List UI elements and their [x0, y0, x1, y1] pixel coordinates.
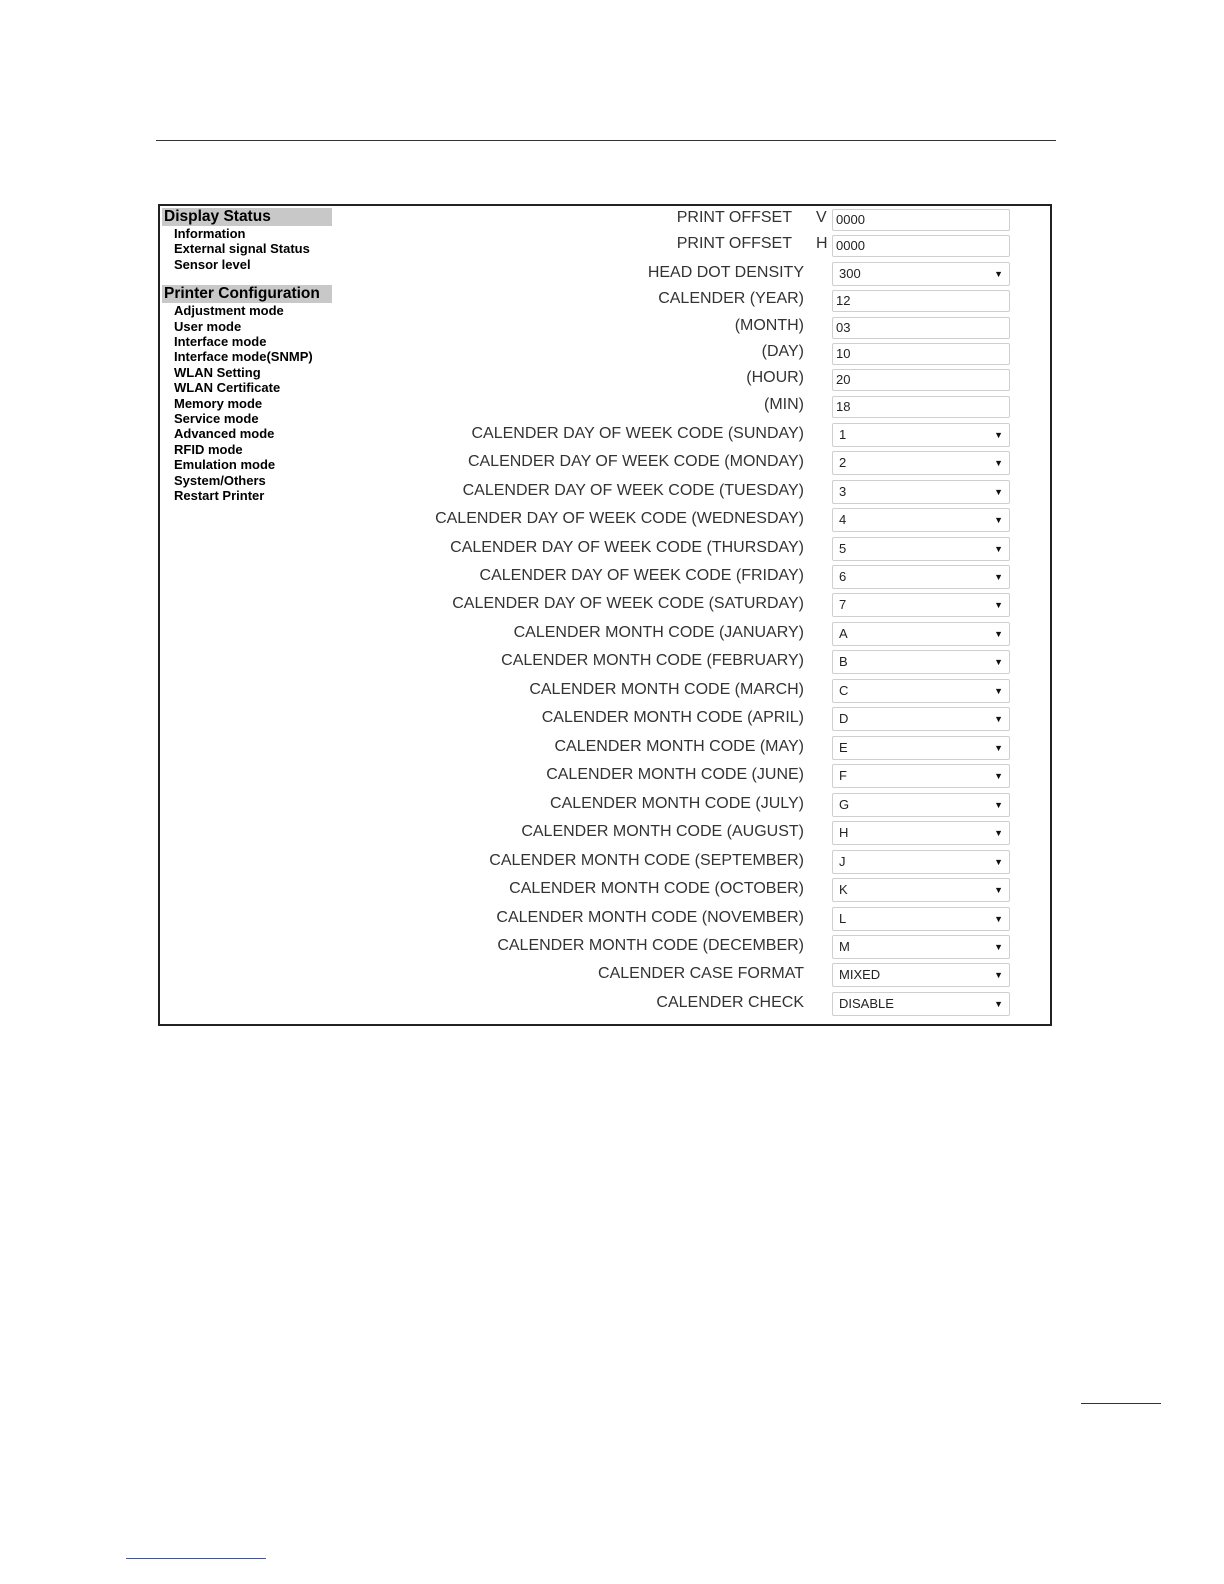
nav-item-sensor-level[interactable]: Sensor level: [174, 256, 251, 272]
chevron-down-icon: ▼: [994, 515, 1003, 525]
select-value: DISABLE: [839, 996, 894, 1011]
chevron-down-icon: ▼: [994, 487, 1003, 497]
select-dropdown[interactable]: [832, 622, 1010, 646]
chevron-down-icon: ▼: [994, 458, 1003, 468]
field-label: CALENDER MONTH CODE (MAY): [554, 738, 804, 755]
select-value: 7: [839, 597, 847, 612]
form-row: [160, 396, 1050, 422]
form-row: [160, 650, 1050, 676]
nav-header-display-status: Display Status: [162, 208, 332, 226]
field-label: CALENDER MONTH CODE (NOVEMBER): [496, 909, 804, 926]
field-label: (DAY): [761, 343, 804, 360]
select-dropdown[interactable]: [832, 565, 1010, 589]
nav-item-memory-mode[interactable]: Memory mode: [174, 395, 263, 411]
form-row: [160, 423, 1050, 449]
select-dropdown[interactable]: [832, 821, 1010, 845]
select-dropdown[interactable]: [832, 650, 1010, 674]
field-label: CALENDER DAY OF WEEK CODE (SUNDAY): [471, 425, 804, 442]
chevron-down-icon: ▼: [994, 686, 1003, 696]
form-row: [160, 707, 1050, 733]
form-row: [160, 235, 1050, 261]
form-row: [160, 878, 1050, 904]
offset-axis-label: V: [816, 209, 827, 226]
chevron-down-icon: ▼: [994, 771, 1003, 781]
select-dropdown[interactable]: [832, 451, 1010, 475]
chevron-down-icon: ▼: [994, 743, 1003, 753]
printer-web-config-window: [158, 204, 1052, 1026]
select-value: A: [839, 626, 848, 641]
field-label: PRINT OFFSET: [676, 235, 792, 252]
form-row: [160, 451, 1050, 477]
nav-item-interface-mode-snmp[interactable]: Interface mode(SNMP): [174, 349, 313, 365]
chevron-down-icon: ▼: [994, 999, 1003, 1009]
chevron-down-icon: ▼: [994, 714, 1003, 724]
select-value: MIXED: [839, 967, 881, 982]
form-row: [160, 508, 1050, 534]
form-row: [160, 907, 1050, 933]
select-dropdown[interactable]: [832, 707, 1010, 731]
field-label: CALENDER MONTH CODE (SEPTEMBER): [489, 852, 804, 869]
field-label: CALENDER DAY OF WEEK CODE (TUESDAY): [462, 482, 804, 499]
select-dropdown[interactable]: [832, 736, 1010, 760]
form-row: [160, 736, 1050, 762]
select-dropdown[interactable]: [832, 963, 1010, 987]
select-dropdown[interactable]: [832, 508, 1010, 532]
chevron-down-icon: ▼: [994, 430, 1003, 440]
form-row: [160, 593, 1050, 619]
field-label: (MONTH): [734, 317, 804, 334]
field-label: CALENDER MONTH CODE (JULY): [550, 795, 804, 812]
field-label: CALENDER DAY OF WEEK CODE (SATURDAY): [452, 595, 804, 612]
field-label: CALENDER MONTH CODE (APRIL): [541, 709, 804, 726]
select-dropdown[interactable]: [832, 262, 1010, 286]
select-dropdown[interactable]: [832, 878, 1010, 902]
nav-header-printer-configuration: Printer Configuration: [162, 285, 332, 303]
select-dropdown[interactable]: [832, 992, 1010, 1016]
chevron-down-icon: ▼: [994, 544, 1003, 554]
field-label: CALENDER CHECK: [656, 994, 804, 1011]
text-input[interactable]: 0000: [832, 235, 1010, 257]
select-value: 2: [839, 455, 847, 470]
form-row: [160, 935, 1050, 961]
text-input[interactable]: 03: [832, 317, 1010, 339]
form-row: [160, 480, 1050, 506]
chevron-down-icon: ▼: [994, 600, 1003, 610]
field-label: CALENDER DAY OF WEEK CODE (THURSDAY): [450, 539, 804, 556]
form-row: [160, 793, 1050, 819]
select-dropdown[interactable]: [832, 423, 1010, 447]
field-label: CALENDER MONTH CODE (OCTOBER): [509, 880, 804, 897]
text-input[interactable]: 12: [832, 290, 1010, 312]
text-input[interactable]: 0000: [832, 209, 1010, 231]
form-row: [160, 537, 1050, 563]
nav-item-user-mode[interactable]: User mode: [174, 318, 242, 334]
form-row: [160, 209, 1050, 235]
select-value: C: [839, 683, 849, 698]
nav-item-service-mode[interactable]: Service mode: [174, 411, 259, 427]
field-label: CALENDER MONTH CODE (FEBRUARY): [501, 652, 804, 669]
nav-item-emulation-mode[interactable]: Emulation mode: [174, 457, 276, 473]
select-value: H: [839, 825, 849, 840]
select-value: J: [839, 854, 846, 869]
nav-item-advanced-mode[interactable]: Advanced mode: [174, 426, 275, 442]
field-label: CALENDER MONTH CODE (AUGUST): [521, 823, 804, 840]
form-row: [160, 262, 1050, 288]
nav-item-restart-printer[interactable]: Restart Printer: [174, 488, 265, 504]
select-dropdown[interactable]: [832, 907, 1010, 931]
select-dropdown[interactable]: [832, 593, 1010, 617]
select-value: D: [839, 711, 849, 726]
chevron-down-icon: ▼: [994, 885, 1003, 895]
field-label: CALENDER CASE FORMAT: [598, 965, 804, 982]
nav-item-wlan-certificate[interactable]: WLAN Certificate: [174, 380, 281, 396]
select-value: 5: [839, 541, 847, 556]
select-value: B: [839, 654, 848, 669]
select-value: 3: [839, 484, 847, 499]
form-row: [160, 622, 1050, 648]
form-row: [160, 764, 1050, 790]
select-dropdown[interactable]: [832, 850, 1010, 874]
nav-item-wlan-setting[interactable]: WLAN Setting: [174, 364, 261, 380]
field-label: (MIN): [764, 396, 804, 413]
field-label: (HOUR): [746, 369, 804, 386]
chevron-down-icon: ▼: [994, 629, 1003, 639]
chevron-down-icon: ▼: [994, 857, 1003, 867]
chevron-down-icon: ▼: [994, 800, 1003, 810]
select-value: 4: [839, 512, 847, 527]
field-label: PRINT OFFSET: [676, 209, 792, 226]
select-value: G: [839, 797, 850, 812]
nav-item-system-others[interactable]: System/Others: [174, 472, 266, 488]
nav-item-external-signal-status[interactable]: External signal Status: [174, 241, 310, 257]
field-label: HEAD DOT DENSITY: [647, 264, 804, 281]
chevron-down-icon: ▼: [994, 572, 1003, 582]
field-label: CALENDER MONTH CODE (JUNE): [546, 766, 804, 783]
select-value: E: [839, 740, 848, 755]
select-value: 6: [839, 569, 847, 584]
chevron-down-icon: ▼: [994, 269, 1003, 279]
form-row: [160, 343, 1050, 369]
header-rule: [156, 140, 1056, 141]
select-dropdown[interactable]: [832, 935, 1010, 959]
page-number-rule: [1081, 1403, 1161, 1404]
form-row: [160, 850, 1050, 876]
select-value: L: [839, 911, 847, 926]
select-dropdown[interactable]: [832, 793, 1010, 817]
form-row: [160, 317, 1050, 343]
form-row: [160, 821, 1050, 847]
select-dropdown[interactable]: [832, 537, 1010, 561]
form-row: [160, 565, 1050, 591]
form-row: [160, 679, 1050, 705]
select-dropdown[interactable]: [832, 480, 1010, 504]
nav-item-rfid-mode[interactable]: RFID mode: [174, 441, 243, 457]
select-dropdown[interactable]: [832, 679, 1010, 703]
footer-link-rule: [126, 1558, 266, 1559]
nav-item-adjustment-mode[interactable]: Adjustment mode: [174, 303, 284, 319]
chevron-down-icon: ▼: [994, 914, 1003, 924]
field-label: CALENDER MONTH CODE (MARCH): [529, 681, 804, 698]
nav-item-interface-mode[interactable]: Interface mode: [174, 334, 267, 350]
nav-item-information[interactable]: Information: [174, 226, 246, 241]
field-label: CALENDER MONTH CODE (DECEMBER): [497, 937, 804, 954]
chevron-down-icon: ▼: [994, 657, 1003, 667]
form-row: [160, 992, 1050, 1018]
form-row: [160, 963, 1050, 989]
field-label: CALENDER (YEAR): [658, 290, 804, 307]
select-value: F: [839, 768, 847, 783]
offset-axis-label: H: [816, 235, 828, 252]
form-row: [160, 369, 1050, 395]
select-value: 1: [839, 427, 847, 442]
select-dropdown[interactable]: [832, 764, 1010, 788]
select-value: K: [839, 882, 848, 897]
field-label: CALENDER MONTH CODE (JANUARY): [513, 624, 804, 641]
text-input[interactable]: 20: [832, 369, 1010, 391]
select-value: 300: [839, 266, 861, 281]
chevron-down-icon: ▼: [994, 942, 1003, 952]
text-input[interactable]: 18: [832, 396, 1010, 418]
text-input[interactable]: 10: [832, 343, 1010, 365]
form-row: [160, 290, 1050, 319]
select-value: M: [839, 939, 850, 954]
chevron-down-icon: ▼: [994, 828, 1003, 838]
field-label: CALENDER DAY OF WEEK CODE (WEDNESDAY): [435, 510, 804, 527]
field-label: CALENDER DAY OF WEEK CODE (FRIDAY): [479, 567, 804, 584]
chevron-down-icon: ▼: [994, 970, 1003, 980]
field-label: CALENDER DAY OF WEEK CODE (MONDAY): [467, 453, 804, 470]
